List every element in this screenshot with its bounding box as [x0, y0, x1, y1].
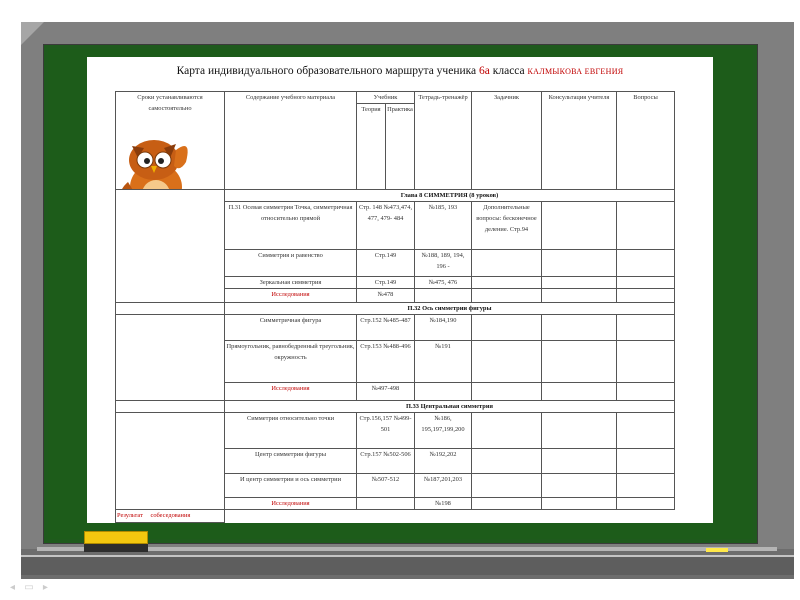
chalk-icon — [706, 548, 728, 552]
table-row: Симметрия и равенство Стр.149 №188, 189, 194, 196 - — [116, 250, 675, 277]
questions-header: Вопросы — [617, 92, 675, 190]
result-row — [116, 510, 675, 523]
content-header: Содержание учебного материала — [225, 92, 357, 190]
header-row — [116, 92, 675, 104]
page-title — [87, 65, 713, 77]
practice-header: Практика — [386, 104, 415, 190]
eraser-icon — [84, 531, 148, 551]
table-row: Центр симметрии фигуры Стр.157 №502-506 №192,202 — [116, 449, 675, 474]
frame-bevel — [21, 22, 44, 45]
timing-header: Сроки устанавливаются самостоятельно — [116, 92, 225, 190]
class-label: 6а — [479, 65, 490, 77]
textbook-header: Учебник — [357, 92, 415, 104]
navigation-arrows-icon[interactable]: ◂ ▭ ▸ — [10, 582, 51, 593]
problem-book-header: Задачник — [472, 92, 542, 190]
route-table — [115, 91, 675, 523]
table-row: Зеркальная симметрия Стр.149 №475, 476 — [116, 277, 675, 289]
class-word: класса — [492, 65, 525, 77]
document-sheet — [87, 57, 713, 523]
section-title: П.32 Ось симметрии фигуры — [225, 303, 675, 315]
table-row: Исследования №198 — [116, 498, 675, 510]
table-row: Прямоугольник, равнобедренный треугольник, окружность Стр.153 №488-496 №191 — [116, 341, 675, 383]
workbook-header: Тетрадь-тренажёр — [415, 92, 472, 190]
theory-header: Теория — [357, 104, 386, 190]
chalk-tray-front — [21, 555, 794, 575]
consultation-header: Консультация учителя — [542, 92, 617, 190]
chapter-title: Глава 8 СИММЕТРИЯ (8 уроков) — [225, 190, 675, 202]
section-title: П.33 Центральная симметрия — [225, 401, 675, 413]
chalk-tray-lip — [37, 547, 777, 551]
table-row: Симметричная фигура Стр.152 №485-487 №184,190 — [116, 315, 675, 341]
section-row — [116, 303, 675, 315]
student-name: КАЛМЫКОВА ЕВГЕНИЯ — [527, 67, 624, 76]
table-row: Симметрия относительно точки Стр.156,157 №499-501 №186, 195,197,199,200 — [116, 413, 675, 449]
result-label: Результат собеседования — [116, 510, 225, 523]
table-row: Исследования №478 — [116, 289, 675, 303]
section-row — [116, 401, 675, 413]
chapter-row — [116, 190, 675, 202]
table-row: П.31 Осевая симметрия Точка, симметричная относительно прямой Стр. 148 №473,474, 477, 479- 484 №185, 193 Дополнительные вопросы: бесконечное деление. Стр.94 — [116, 202, 675, 250]
table-row: Исследования №497-498 — [116, 383, 675, 401]
table-row: И центр симметрии и ось симметрии №507-512 №187,201,203 — [116, 474, 675, 498]
title-text: Карта индивидуального образовательного маршрута ученика — [176, 65, 477, 77]
owl-icon — [116, 132, 202, 190]
